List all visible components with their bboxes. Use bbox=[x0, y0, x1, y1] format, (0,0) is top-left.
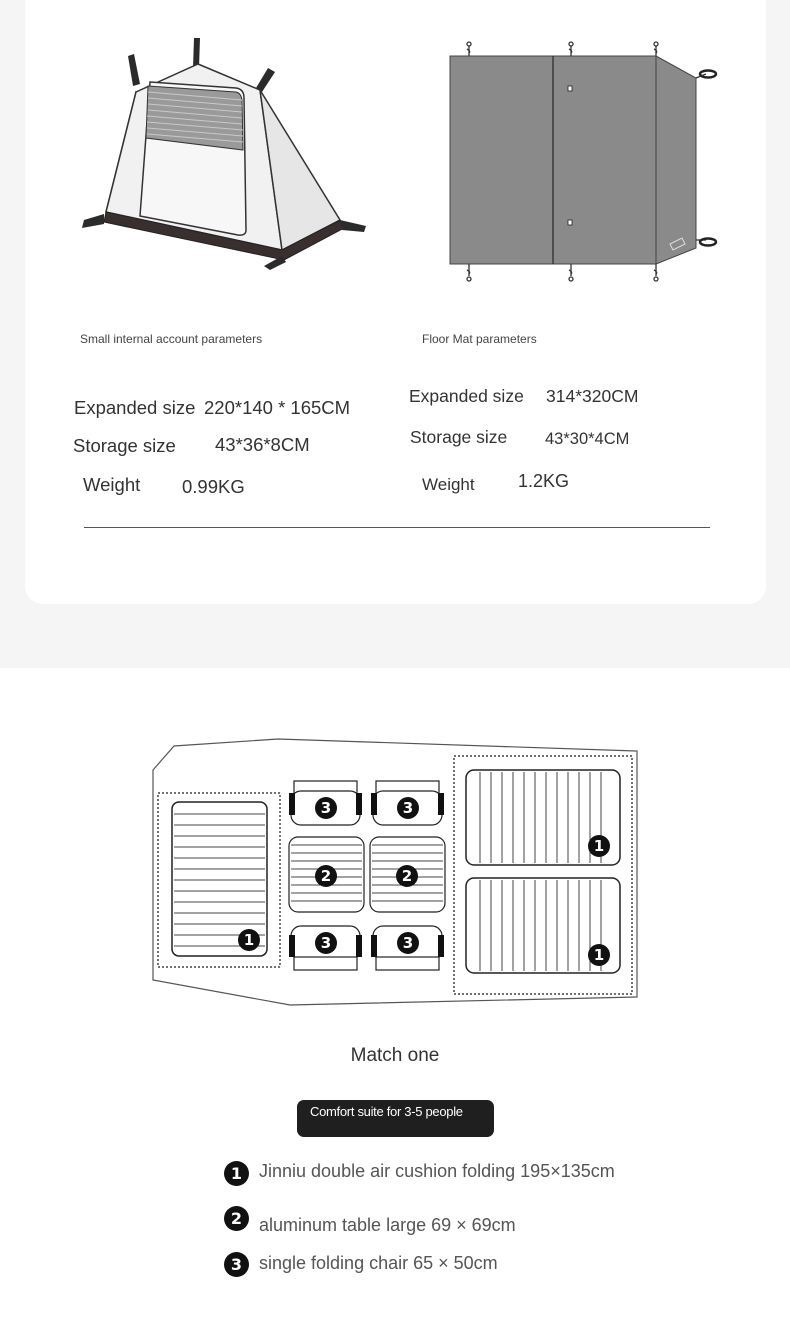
suite-badge bbox=[297, 1100, 494, 1137]
marker-cushion-left: 1 bbox=[243, 931, 255, 949]
inner-storage-value: 43*36*8CM bbox=[215, 434, 310, 455]
marker-chair: 3 bbox=[320, 934, 332, 952]
marker-chair: 3 bbox=[320, 799, 332, 817]
inner-expanded-label: Expanded size bbox=[74, 397, 196, 418]
inner-weight-label: Weight bbox=[83, 474, 141, 495]
legend-number: 2 bbox=[224, 1206, 249, 1231]
legend-number: 1 bbox=[224, 1161, 249, 1186]
marker-chair: 3 bbox=[402, 799, 414, 817]
inner-expanded-value: 220*140 * 165CM bbox=[204, 397, 351, 418]
marker-table-right: 2 bbox=[401, 867, 413, 885]
marker-chair: 3 bbox=[402, 934, 414, 952]
tent-layout-diagram bbox=[150, 736, 642, 1008]
marker-cushion-right-bottom: 1 bbox=[593, 946, 605, 964]
mat-weight-value: 1.2KG bbox=[518, 471, 570, 491]
suite-badge-label: Comfort suite for 3-5 people bbox=[310, 1104, 463, 1119]
mat-expanded-label: Expanded size bbox=[409, 386, 524, 406]
inner-tent-illustration bbox=[78, 34, 370, 274]
inner-weight-value: 0.99KG bbox=[182, 476, 245, 497]
mat-expanded-value: 314*320CM bbox=[546, 386, 639, 406]
legend-text: Jinniu double air cushion folding 195×135cm bbox=[259, 1161, 615, 1181]
floor-mat-illustration bbox=[440, 34, 730, 286]
marker-cushion-right-top: 1 bbox=[593, 837, 605, 855]
match-title: Match one bbox=[350, 1045, 440, 1066]
floor-mat-caption: Floor Mat parameters bbox=[422, 332, 537, 346]
legend-text: aluminum table large 69 × 69cm bbox=[259, 1215, 516, 1235]
legend-text: single folding chair 65 × 50cm bbox=[259, 1253, 498, 1273]
inner-storage-label: Storage size bbox=[73, 435, 176, 456]
mat-storage-value: 43*30*4CM bbox=[545, 430, 630, 448]
inner-tent-caption: Small internal account parameters bbox=[80, 332, 263, 346]
mat-weight-label: Weight bbox=[422, 475, 475, 494]
mat-storage-label: Storage size bbox=[410, 427, 508, 447]
legend-number: 3 bbox=[224, 1252, 249, 1277]
marker-table-left: 2 bbox=[320, 867, 332, 885]
spec-divider bbox=[84, 527, 710, 528]
